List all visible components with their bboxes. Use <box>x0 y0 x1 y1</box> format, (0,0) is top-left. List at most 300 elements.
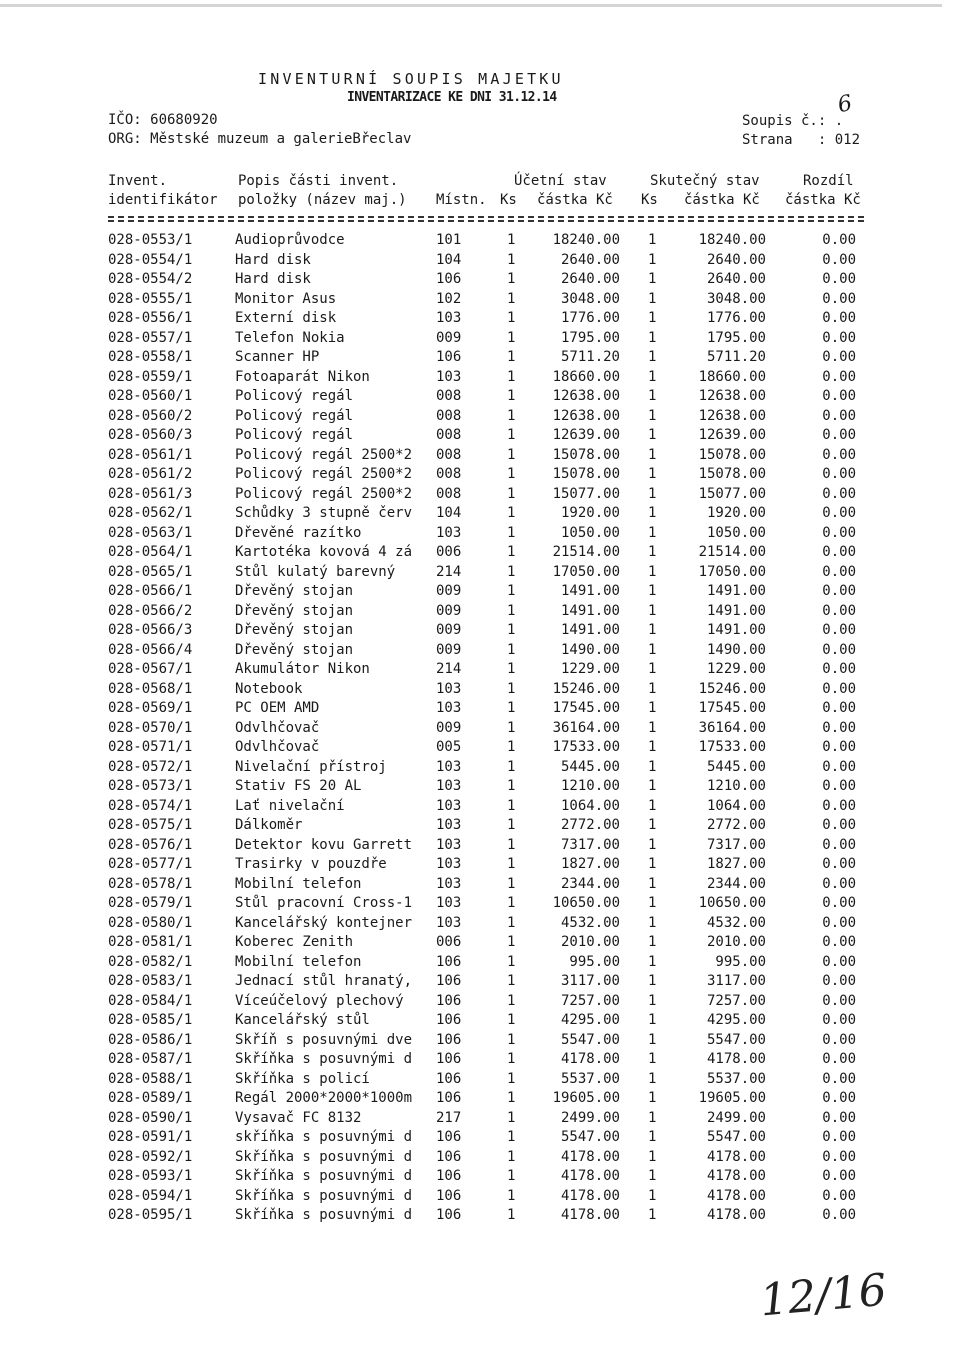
accounting-quantity: 1 <box>507 992 516 1009</box>
actual-amount: 7317.00 <box>706 836 766 853</box>
item-description: Dálkoměr <box>235 817 303 833</box>
actual-amount: 15078.00 <box>698 466 766 482</box>
difference-amount: 0.00 <box>822 1012 856 1028</box>
actual-quantity: 1 <box>648 797 657 814</box>
room-number: 005 <box>436 739 462 755</box>
room-number: 103 <box>436 700 462 716</box>
accounting-amount: 1491.00 <box>560 602 620 619</box>
inventory-id: 028-0572/1 <box>108 758 193 775</box>
room-number: 103 <box>436 778 462 794</box>
room-number: 009 <box>436 583 462 599</box>
actual-amount: 18660.00 <box>698 368 766 385</box>
accounting-amount: 1491.00 <box>560 622 620 638</box>
accounting-quantity: 1 <box>507 817 516 833</box>
room-number: 104 <box>436 505 462 521</box>
actual-quantity: 1 <box>648 680 657 697</box>
accounting-amount: 18660.00 <box>552 368 620 385</box>
accounting-quantity: 1 <box>507 505 516 521</box>
actual-quantity: 1 <box>648 446 657 463</box>
org-line: ORG: Městské muzeum a galerieBřeclav <box>108 131 412 147</box>
item-description: Akumulátor Nikon <box>235 661 370 677</box>
room-number: 106 <box>436 1051 462 1067</box>
difference-amount: 0.00 <box>822 563 856 580</box>
item-description: Policový regál 2500*2 <box>235 485 413 502</box>
table-row <box>0 817 960 837</box>
actual-amount: 2772.00 <box>706 817 766 833</box>
accounting-amount: 4295.00 <box>560 1012 620 1028</box>
inventory-id: 028-0588/1 <box>108 1070 193 1087</box>
item-description: Regál 2000*2000*1000m <box>235 1090 413 1106</box>
item-description: Stůl pracovní Cross-1 <box>235 895 413 911</box>
actual-quantity: 1 <box>648 368 657 385</box>
room-number: 008 <box>436 388 462 404</box>
difference-amount: 0.00 <box>822 466 856 482</box>
inventory-table <box>0 232 960 1227</box>
accounting-quantity: 1 <box>507 1051 516 1067</box>
actual-quantity: 1 <box>648 1207 657 1223</box>
inventory-id: 028-0571/1 <box>108 739 193 755</box>
accounting-amount: 2640.00 <box>560 271 620 287</box>
actual-amount: 1491.00 <box>706 602 766 619</box>
accounting-amount: 15077.00 <box>552 485 620 502</box>
item-description: Skříňka s posuvnými d <box>235 1187 413 1204</box>
actual-amount: 4178.00 <box>706 1168 766 1184</box>
actual-quantity: 1 <box>648 563 657 580</box>
actual-amount: 5711.20 <box>706 349 766 365</box>
item-description: Lať nivelační <box>235 797 345 814</box>
col-header-skutecny-stav: Skutečný stav <box>650 173 760 189</box>
room-number: 103 <box>436 875 462 892</box>
accounting-amount: 1229.00 <box>560 661 620 677</box>
difference-amount: 0.00 <box>822 446 856 463</box>
inventory-id: 028-0595/1 <box>108 1207 193 1223</box>
actual-quantity: 1 <box>648 953 657 970</box>
inventory-id: 028-0559/1 <box>108 368 193 385</box>
inventory-id: 028-0576/1 <box>108 836 193 853</box>
col-header-ks-skutecny: Ks <box>641 192 658 208</box>
accounting-quantity: 1 <box>507 1129 516 1145</box>
inventory-id: 028-0556/1 <box>108 310 193 326</box>
table-row <box>0 778 960 798</box>
room-number: 106 <box>436 271 462 287</box>
item-description: Víceúčelový plechový <box>235 992 404 1009</box>
actual-amount: 4532.00 <box>706 914 766 931</box>
item-description: skříňka s posuvnými d <box>235 1129 413 1145</box>
room-number: 106 <box>436 992 462 1009</box>
item-description: Mobilní telefon <box>235 953 362 970</box>
room-number: 008 <box>436 446 462 463</box>
actual-quantity: 1 <box>648 1148 657 1165</box>
accounting-quantity: 1 <box>507 895 516 911</box>
item-description: Skříň s posuvnými dve <box>235 1031 413 1048</box>
accounting-quantity: 1 <box>507 271 516 287</box>
room-number: 103 <box>436 758 462 775</box>
actual-quantity: 1 <box>648 992 657 1009</box>
room-number: 106 <box>436 973 462 989</box>
accounting-quantity: 1 <box>507 583 516 599</box>
difference-amount: 0.00 <box>822 1051 856 1067</box>
difference-amount: 0.00 <box>822 290 856 307</box>
difference-amount: 0.00 <box>822 388 856 404</box>
accounting-quantity: 1 <box>507 953 516 970</box>
accounting-quantity: 1 <box>507 934 516 950</box>
actual-amount: 12639.00 <box>698 427 766 443</box>
room-number: 106 <box>436 953 462 970</box>
accounting-amount: 4178.00 <box>560 1148 620 1165</box>
col-header-popis-1: Popis části invent. <box>238 173 399 189</box>
table-row <box>0 1071 960 1091</box>
accounting-quantity: 1 <box>507 719 516 736</box>
accounting-quantity: 1 <box>507 563 516 580</box>
difference-amount: 0.00 <box>822 797 856 814</box>
inventory-id: 028-0566/4 <box>108 641 193 658</box>
soupis-number: Soupis č.: . <box>742 113 844 129</box>
accounting-amount: 4178.00 <box>560 1168 620 1184</box>
accounting-quantity: 1 <box>507 1090 516 1106</box>
actual-quantity: 1 <box>648 1031 657 1048</box>
actual-quantity: 1 <box>648 329 657 346</box>
accounting-quantity: 1 <box>507 1031 516 1048</box>
difference-amount: 0.00 <box>822 1109 856 1126</box>
item-description: Stůl kulatý barevný <box>235 563 396 580</box>
table-row <box>0 525 960 545</box>
actual-quantity: 1 <box>648 466 657 482</box>
item-description: Telefon Nokia <box>235 329 345 346</box>
item-description: Dřevěný stojan <box>235 583 354 599</box>
item-description: Policový regál <box>235 388 354 404</box>
actual-amount: 12638.00 <box>698 407 766 424</box>
room-number: 106 <box>436 1187 462 1204</box>
inventory-id: 028-0560/1 <box>108 388 193 404</box>
actual-quantity: 1 <box>648 251 657 268</box>
actual-amount: 1229.00 <box>706 661 766 677</box>
difference-amount: 0.00 <box>822 368 856 385</box>
page-number: Strana : 012 <box>742 132 861 148</box>
accounting-quantity: 1 <box>507 407 516 424</box>
accounting-amount: 1795.00 <box>560 329 620 346</box>
accounting-quantity: 1 <box>507 1207 516 1223</box>
actual-quantity: 1 <box>648 758 657 775</box>
difference-amount: 0.00 <box>822 485 856 502</box>
difference-amount: 0.00 <box>822 427 856 443</box>
accounting-amount: 21514.00 <box>552 544 620 560</box>
room-number: 009 <box>436 602 462 619</box>
handwritten-page-mark: 12/16 <box>758 1264 889 1327</box>
difference-amount: 0.00 <box>822 934 856 950</box>
actual-quantity: 1 <box>648 1109 657 1126</box>
actual-amount: 2640.00 <box>706 251 766 268</box>
actual-quantity: 1 <box>648 485 657 502</box>
item-description: Notebook <box>235 680 303 697</box>
room-number: 103 <box>436 895 462 911</box>
table-row <box>0 1032 960 1052</box>
inventory-id: 028-0553/1 <box>108 232 193 248</box>
difference-amount: 0.00 <box>822 583 856 599</box>
actual-amount: 17533.00 <box>698 739 766 755</box>
room-number: 106 <box>436 349 462 365</box>
difference-amount: 0.00 <box>822 992 856 1009</box>
difference-amount: 0.00 <box>822 1129 856 1145</box>
accounting-quantity: 1 <box>507 524 516 541</box>
room-number: 102 <box>436 290 462 307</box>
actual-amount: 1490.00 <box>706 641 766 658</box>
difference-amount: 0.00 <box>822 778 856 794</box>
difference-amount: 0.00 <box>822 739 856 755</box>
actual-amount: 2640.00 <box>706 271 766 287</box>
difference-amount: 0.00 <box>822 661 856 677</box>
accounting-amount: 5547.00 <box>560 1129 620 1145</box>
difference-amount: 0.00 <box>822 875 856 892</box>
difference-amount: 0.00 <box>822 895 856 911</box>
accounting-amount: 4178.00 <box>560 1207 620 1223</box>
accounting-quantity: 1 <box>507 368 516 385</box>
accounting-amount: 5537.00 <box>560 1070 620 1087</box>
actual-amount: 1827.00 <box>706 856 766 872</box>
difference-amount: 0.00 <box>822 271 856 287</box>
room-number: 214 <box>436 661 462 677</box>
accounting-quantity: 1 <box>507 1168 516 1184</box>
accounting-amount: 7317.00 <box>560 836 620 853</box>
difference-amount: 0.00 <box>822 680 856 697</box>
actual-amount: 17545.00 <box>698 700 766 716</box>
table-row <box>0 993 960 1013</box>
actual-amount: 3048.00 <box>706 290 766 307</box>
actual-amount: 1491.00 <box>706 622 766 638</box>
table-row <box>0 603 960 623</box>
table-row <box>0 427 960 447</box>
actual-amount: 1776.00 <box>706 310 766 326</box>
room-number: 106 <box>436 1129 462 1145</box>
inventory-id: 028-0561/3 <box>108 485 193 502</box>
actual-amount: 4178.00 <box>706 1207 766 1223</box>
accounting-amount: 995.00 <box>569 953 620 970</box>
table-row <box>0 759 960 779</box>
item-description: Mobilní telefon <box>235 875 362 892</box>
actual-quantity: 1 <box>648 875 657 892</box>
actual-amount: 4178.00 <box>706 1187 766 1204</box>
inventory-id: 028-0554/2 <box>108 271 193 287</box>
room-number: 101 <box>436 232 462 248</box>
actual-quantity: 1 <box>648 232 657 248</box>
item-description: Audioprůvodce <box>235 232 345 248</box>
difference-amount: 0.00 <box>822 719 856 736</box>
item-description: Skříňka s posuvnými d <box>235 1207 413 1223</box>
actual-quantity: 1 <box>648 973 657 989</box>
accounting-quantity: 1 <box>507 914 516 931</box>
actual-quantity: 1 <box>648 914 657 931</box>
accounting-amount: 10650.00 <box>552 895 620 911</box>
accounting-quantity: 1 <box>507 739 516 755</box>
accounting-quantity: 1 <box>507 232 516 248</box>
actual-quantity: 1 <box>648 602 657 619</box>
accounting-amount: 2499.00 <box>560 1109 620 1126</box>
table-row <box>0 1090 960 1110</box>
inventory-id: 028-0562/1 <box>108 505 193 521</box>
accounting-amount: 2010.00 <box>560 934 620 950</box>
table-row <box>0 739 960 759</box>
item-description: PC OEM AMD <box>235 700 320 716</box>
difference-amount: 0.00 <box>822 914 856 931</box>
item-description: Policový regál <box>235 427 354 443</box>
actual-quantity: 1 <box>648 505 657 521</box>
room-number: 008 <box>436 407 462 424</box>
accounting-amount: 15078.00 <box>552 466 620 482</box>
difference-amount: 0.00 <box>822 856 856 872</box>
difference-amount: 0.00 <box>822 622 856 638</box>
item-description: Policový regál <box>235 407 354 424</box>
col-header-ks-ucetni: Ks <box>500 192 517 208</box>
inventory-id: 028-0590/1 <box>108 1109 193 1126</box>
accounting-quantity: 1 <box>507 329 516 346</box>
accounting-amount: 12639.00 <box>552 427 620 443</box>
document-subtitle: INVENTARIZACE KE DNI 31.12.14 <box>347 90 557 105</box>
accounting-amount: 12638.00 <box>552 388 620 404</box>
accounting-amount: 1064.00 <box>560 797 620 814</box>
actual-amount: 19605.00 <box>698 1090 766 1106</box>
room-number: 103 <box>436 856 462 872</box>
actual-amount: 2344.00 <box>706 875 766 892</box>
accounting-quantity: 1 <box>507 544 516 560</box>
difference-amount: 0.00 <box>822 1148 856 1165</box>
col-header-ucetni-stav: Účetní stav <box>514 173 607 189</box>
difference-amount: 0.00 <box>822 1070 856 1087</box>
item-description: Policový regál 2500*2 <box>235 466 413 482</box>
item-description: Skříňka s posuvnými d <box>235 1168 413 1184</box>
actual-amount: 1795.00 <box>706 329 766 346</box>
actual-amount: 12638.00 <box>698 388 766 404</box>
inventory-id: 028-0561/2 <box>108 466 193 482</box>
actual-quantity: 1 <box>648 1187 657 1204</box>
accounting-amount: 5547.00 <box>560 1031 620 1048</box>
accounting-amount: 5445.00 <box>560 758 620 775</box>
table-row <box>0 700 960 720</box>
table-row <box>0 622 960 642</box>
item-description: Odvlhčovač <box>235 739 320 755</box>
table-row <box>0 1129 960 1149</box>
item-description: Vysavač FC 8132 <box>235 1109 362 1126</box>
actual-quantity: 1 <box>648 700 657 716</box>
accounting-amount: 2772.00 <box>560 817 620 833</box>
room-number: 106 <box>436 1148 462 1165</box>
accounting-amount: 1827.00 <box>560 856 620 872</box>
accounting-quantity: 1 <box>507 758 516 775</box>
actual-amount: 1210.00 <box>706 778 766 794</box>
room-number: 214 <box>436 563 462 580</box>
item-description: Policový regál 2500*2 <box>235 446 413 463</box>
actual-quantity: 1 <box>648 1168 657 1184</box>
actual-amount: 4295.00 <box>706 1012 766 1028</box>
difference-amount: 0.00 <box>822 505 856 521</box>
room-number: 103 <box>436 797 462 814</box>
accounting-quantity: 1 <box>507 446 516 463</box>
accounting-amount: 1050.00 <box>560 524 620 541</box>
inventory-id: 028-0586/1 <box>108 1031 193 1048</box>
room-number: 106 <box>436 1168 462 1184</box>
room-number: 103 <box>436 817 462 833</box>
accounting-amount: 5711.20 <box>560 349 620 365</box>
inventory-id: 028-0579/1 <box>108 895 193 911</box>
actual-amount: 5537.00 <box>706 1070 766 1087</box>
actual-quantity: 1 <box>648 641 657 658</box>
table-row <box>0 408 960 428</box>
actual-quantity: 1 <box>648 622 657 638</box>
inventory-id: 028-0558/1 <box>108 349 193 365</box>
room-number: 008 <box>436 485 462 502</box>
inventory-id: 028-0591/1 <box>108 1129 193 1145</box>
item-description: Dřevěný stojan <box>235 622 354 638</box>
accounting-amount: 2640.00 <box>560 251 620 268</box>
room-number: 103 <box>436 368 462 385</box>
inventory-id: 028-0567/1 <box>108 661 193 677</box>
table-row <box>0 583 960 603</box>
accounting-quantity: 1 <box>507 622 516 638</box>
accounting-quantity: 1 <box>507 778 516 794</box>
item-description: Schůdky 3 stupně červ <box>235 505 413 521</box>
actual-quantity: 1 <box>648 895 657 911</box>
accounting-amount: 17533.00 <box>552 739 620 755</box>
table-row <box>0 466 960 486</box>
difference-amount: 0.00 <box>822 1187 856 1204</box>
table-row <box>0 1168 960 1188</box>
actual-quantity: 1 <box>648 310 657 326</box>
accounting-amount: 1776.00 <box>560 310 620 326</box>
inventory-id: 028-0593/1 <box>108 1168 193 1184</box>
accounting-amount: 18240.00 <box>552 232 620 248</box>
accounting-quantity: 1 <box>507 856 516 872</box>
table-row <box>0 856 960 876</box>
accounting-quantity: 1 <box>507 1012 516 1028</box>
item-description: Koberec Zenith <box>235 934 354 950</box>
actual-quantity: 1 <box>648 290 657 307</box>
table-row <box>0 564 960 584</box>
table-row <box>0 369 960 389</box>
col-header-castka-rozdil: částka Kč <box>785 192 861 208</box>
inventory-id: 028-0592/1 <box>108 1148 193 1165</box>
col-header-invent-1: Invent. <box>108 173 168 189</box>
inventory-id: 028-0564/1 <box>108 544 193 560</box>
inventory-id: 028-0554/1 <box>108 251 193 268</box>
actual-amount: 15246.00 <box>698 680 766 697</box>
table-row <box>0 915 960 935</box>
room-number: 103 <box>436 524 462 541</box>
accounting-quantity: 1 <box>507 485 516 502</box>
actual-amount: 21514.00 <box>698 544 766 560</box>
scan-edge-line <box>0 4 942 7</box>
accounting-quantity: 1 <box>507 875 516 892</box>
difference-amount: 0.00 <box>822 1168 856 1184</box>
inventory-id: 028-0577/1 <box>108 856 193 872</box>
accounting-quantity: 1 <box>507 310 516 326</box>
accounting-quantity: 1 <box>507 602 516 619</box>
inventory-id: 028-0573/1 <box>108 778 193 794</box>
difference-amount: 0.00 <box>822 407 856 424</box>
item-description: Stativ FS 20 AL <box>235 778 362 794</box>
accounting-amount: 36164.00 <box>552 719 620 736</box>
inventory-id: 028-0583/1 <box>108 973 193 989</box>
table-row <box>0 232 960 252</box>
difference-amount: 0.00 <box>822 349 856 365</box>
actual-amount: 7257.00 <box>706 992 766 1009</box>
table-row <box>0 330 960 350</box>
inventory-id: 028-0569/1 <box>108 700 193 716</box>
actual-amount: 1491.00 <box>706 583 766 599</box>
difference-amount: 0.00 <box>822 1090 856 1106</box>
room-number: 103 <box>436 836 462 853</box>
item-description: Dřevěné razítko <box>235 524 362 541</box>
actual-quantity: 1 <box>648 427 657 443</box>
accounting-quantity: 1 <box>507 661 516 677</box>
accounting-quantity: 1 <box>507 1070 516 1087</box>
